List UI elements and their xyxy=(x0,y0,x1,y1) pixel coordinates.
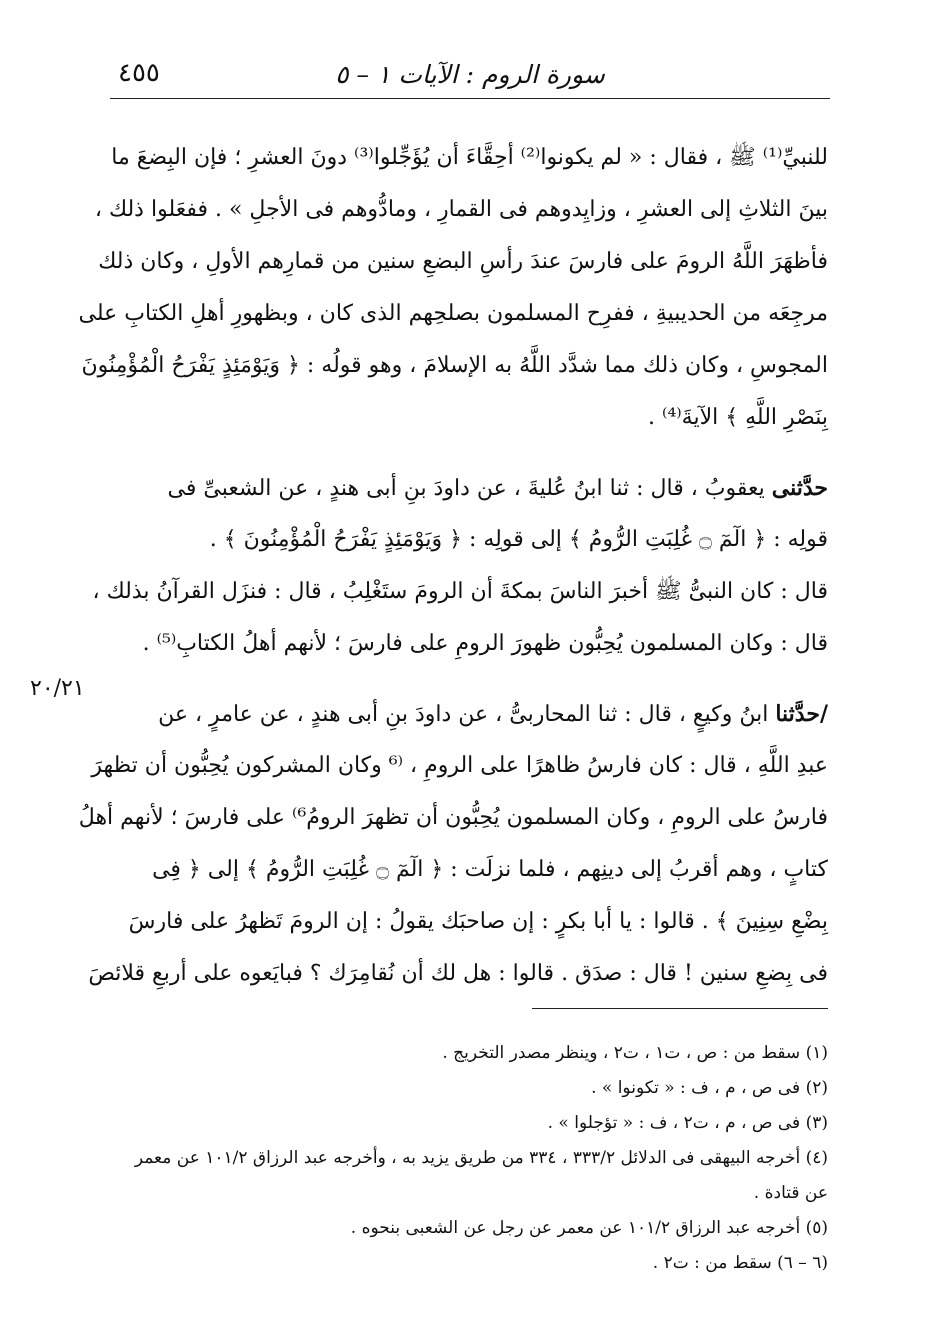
text-line: المجوسِ ، وكان ذلك مما شدَّد اللَّهُ به الإسلامَ ، وهو قولُه : ﴿ وَيَوْمَئِذٍ يَفْرَحُ الْمُؤْمِنُونَ xyxy=(81,353,828,378)
footnote-rule xyxy=(532,1008,828,1009)
footnotes xyxy=(110,1036,828,1281)
paragraph-2 xyxy=(92,462,828,670)
text-line: عبدِ اللَّهِ ، قال : كان فارسُ ظاهرًا على الرومِ ، ⁽⁶ وكان المشركون يُحِبُّون أن تظهرَ xyxy=(91,753,828,778)
text-line: بِنَصْرِ اللَّهِ ﴾ الآيةَ⁽⁴⁾ . xyxy=(648,405,828,430)
text-line xyxy=(110,462,828,514)
text-line: مرجِعَه من الحديبيةِ ، ففرِح المسلمون بصلحِهم الذى كان ، وبظهورِ أهلِ الكتابِ على xyxy=(78,301,828,326)
footnote: (٣) فى ص ، م ، ت٢ ، ف : « تؤجلوا » . xyxy=(547,1113,828,1133)
main-text xyxy=(78,132,828,1018)
paragraph-3 xyxy=(78,688,828,1000)
text-line: قال : كان النبىُّ ﷺ أخبرَ الناسَ بمكةَ أن الرومَ ستَغْلِبُ ، قال : فنزَل القرآنُ بذلك ، xyxy=(92,579,828,604)
footnote: (٢) فى ص ، م ، ف : « تكونوا » . xyxy=(591,1078,828,1098)
footnote: (٦ – ٦) سقط من : ت٢ . xyxy=(652,1253,828,1273)
text-line: فارسُ على الرومِ ، وكان المسلمون يُحِبُّون أن تظهرَ الرومُ⁶⁾ على فارسَ ؛ لأنهم أهلُ xyxy=(78,805,828,830)
text-line: فى بِضعِ سنين ! قال : صدَق . قالوا : هل لك أن نُقامِرَك ؟ فبايَعوه على أربعِ قلائصَ xyxy=(88,961,828,986)
header-rule xyxy=(110,98,830,99)
page-number: ٤٥٥ xyxy=(118,58,160,88)
paragraph-lead: /حدَّثنا xyxy=(775,701,828,727)
text-line xyxy=(110,688,828,740)
footnote: (٥) أخرجه عبد الرزاق ١٠١/٢ عن معمر عن رجل عن الشعبى بنحوه . xyxy=(350,1218,828,1238)
paragraph-1 xyxy=(78,132,828,444)
running-title: سورة الروم : الآيات ١ – ٥ xyxy=(335,60,605,89)
paragraph-lead: حدَّثنى xyxy=(771,475,828,501)
footnote: (٤) أخرجه البيهقى فى الدلائل ٣٣٣/٢ ، ٣٣٤ من طريق يزيد به ، وأخرجه عبد الرزاق ١٠١/٢ عن معمر xyxy=(134,1148,828,1168)
footnote: (١) سقط من : ص ، ت١ ، ت٢ ، وينظر مصدر التخريج . xyxy=(442,1043,828,1063)
text-line: بِضْعِ سِنِينَ ﴾ . قالوا : يا أبا بكرٍ : إن صاحبَك يقولُ : إن الرومَ تَظهرُ على فارسَ xyxy=(128,909,828,934)
text-line: قال : وكان المسلمون يُحِبُّون ظهورَ الرومِ على فارسَ ؛ لأنهم أهلُ الكتابِ⁽⁵⁾ . xyxy=(142,631,828,656)
page-header xyxy=(110,58,830,98)
text-line: للنبيِّ⁽¹⁾ ﷺ ، فقال : « لم يكونوا⁽²⁾ أحِقَّاءَ أن يُؤَجِّلوا⁽³⁾ دونَ العشرِ ؛ فإن البِضعَ ما xyxy=(111,145,828,170)
text-line: فأظهَرَ اللَّهُ الرومَ على فارسَ عندَ رأسِ البضعِ سنين من قمارِهم الأولِ ، وكان ذلك xyxy=(98,249,828,274)
text-line-rest: يعقوبُ ، قال : ثنا ابنُ عُليةَ ، عن داودَ بنِ أبى هندٍ ، عن الشعبىِّ فى xyxy=(167,476,772,501)
footnote-continuation: عن قتادة . xyxy=(753,1183,828,1203)
text-line: بينَ الثلاثِ إلى العشرِ ، وزايِدوهم فى القمارِ ، ومادُّوهم فى الأجلِ » . ففعَلوا ذلك ، xyxy=(94,197,828,222)
text-line: قولِه : ﴿ الٓمٓ ۝ غُلِبَتِ الرُّومُ ﴾ إلى قولِه : ﴿ وَيَوْمَئِذٍ يَفْرَحُ الْمُؤْمِنُونَ ﴾ . xyxy=(209,527,828,552)
text-line-rest: ابنُ وكيعٍ ، قال : ثنا المحاربىُّ ، عن داودَ بنِ أبى هندٍ ، عن عامرٍ ، عن xyxy=(158,702,776,727)
margin-reference: ٢٠/٢١ xyxy=(30,676,85,701)
text-line: كتابٍ ، وهم أقربُ إلى دينِهم ، فلما نزلَت : ﴿ الٓمٓ ۝ غُلِبَتِ الرُّومُ ﴾ إلى ﴿ فِى xyxy=(152,857,828,882)
